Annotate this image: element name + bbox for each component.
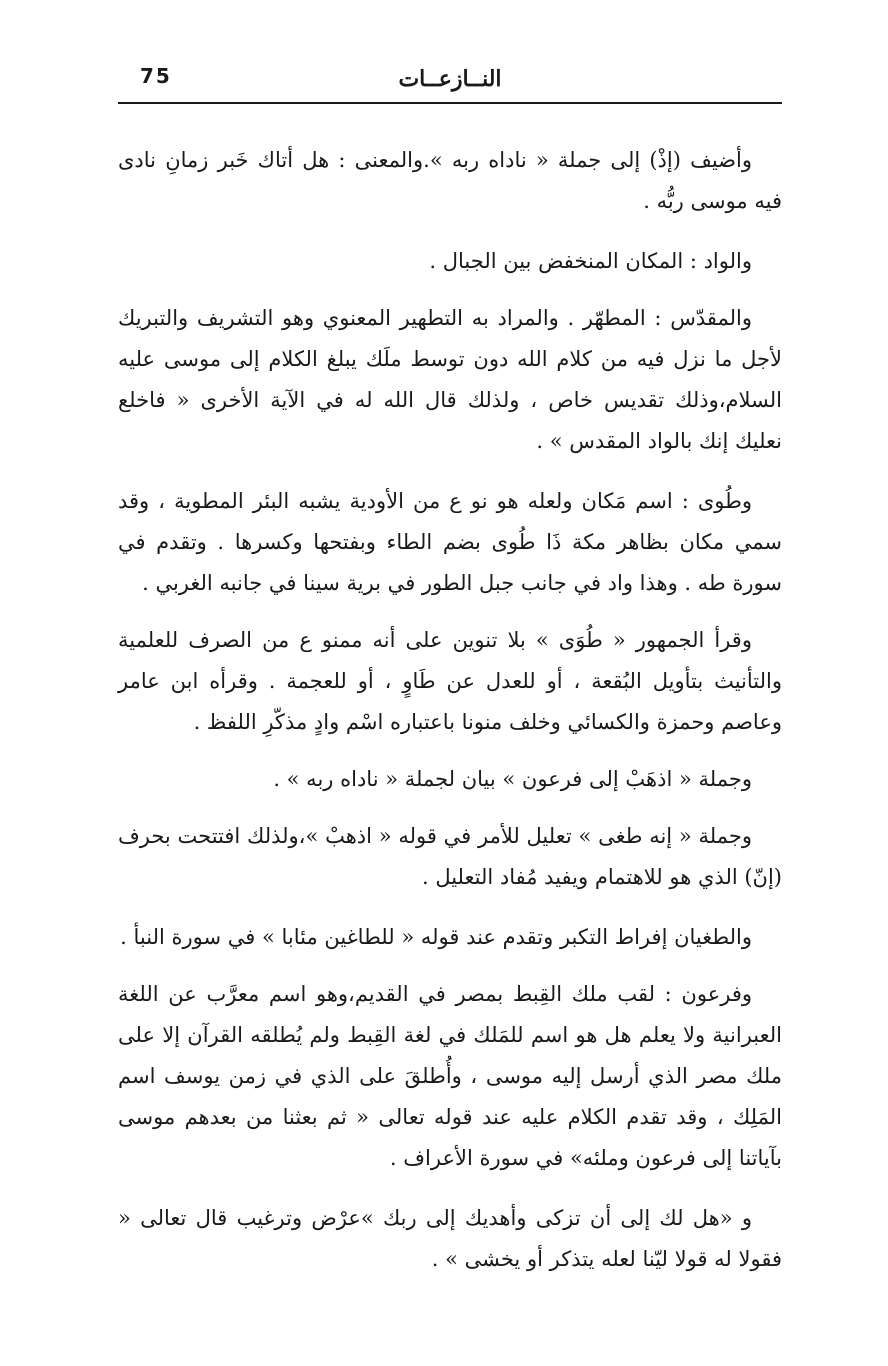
paragraph-innahu-tagha: وجملة « إنه طغى » تعليل للأمر في قوله « اذهبْ »،ولذلك افتتحت بحرف (إنّ) الذي هو للاهتمام ويفيد مُفاد التعليل .	[118, 824, 782, 889]
paragraph-tuwa: وطُوى : اسم مَكان ولعله هو نو ع من الأودية يشبه البئر المطوية ، وقد سمي مكان بظاهر مكة ذَا طُوى بضم الطاء وبفتحها وكسرها . وتقدم في سورة طه . وهذا واد في جانب جبل الطور في برية سينا في جانبه الغربي .	[118, 489, 782, 595]
paragraph-hal-laka: و «هل لك إلى أن تزكى وأهديك إلى ربك »عرْض وترغيب قال تعالى « فقولا له قولا ليّنا لعله يتذكر أو يخشى » .	[118, 1206, 782, 1271]
page-number: 75	[140, 64, 172, 88]
paragraph-wad: والواد : المكان المنخفض بين الجبال .	[429, 249, 752, 273]
body-text	[118, 140, 782, 1299]
paragraph-muqaddas: والمقدّس : المطهّر . والمراد به التطهير المعنوي وهو التشريف والتبريك لأجل ما نزل فيه من كلام الله دون توسط ملَك يبلغ الكلام إلى موسى عليه السلام،وذلك تقديس خاص ، ولذلك قال الله له في الآية الأخرى « فاخلع نعليك إنك بالواد المقدس » .	[118, 306, 782, 453]
page-header	[118, 62, 782, 106]
paragraph-idh-clause: وأضيف (إذْ) إلى جملة « ناداه ربه ».والمعنى : هل أتاك خَبر زمانِ نادى فيه موسى ربُّه .	[118, 148, 782, 213]
paragraph-firawn: وفرعون : لقب ملك القِبط بمصر في القديم،وهو اسم معرَّب عن اللغة العبرانية ولا يعلم هل هو اسم للمَلك في لغة القِبط ولم يُطلقه القرآن إلا على ملك مصر الذي أرسل إليه موسى ، وأُطلقَ على الذي في زمن يوسف اسم المَلِك ، وقد تقدم الكلام عليه عند قوله تعالى « ثم بعثنا من بعدهم موسى بآياتنا إلى فرعون وملئه» في سورة الأعراف .	[118, 982, 782, 1170]
paragraph-qiraat: وقرأ الجمهور « طُوَى » بلا تنوين على أنه ممنو ع من الصرف للعلمية والتأنيث بتأويل البُقعة ، أو للعدل عن طَاوٍ ، أو للعجمة . وقرأه ابن عامر وعاصم وحمزة والكسائي وخلف منونا باعتباره اسْم وادٍ مذكّرِ اللفظ .	[118, 628, 782, 734]
header-rule	[118, 102, 782, 104]
paragraph-tughyan: والطغيان إفراط التكبر وتقدم عند قوله « للطاغين مئابا » في سورة النبأ .	[120, 925, 752, 949]
running-title: النــازعــات	[398, 66, 502, 92]
paragraph-idhhab: وجملة « اذهَبْ إلى فرعون » بيان لجملة « ناداه ربه » .	[273, 767, 752, 791]
